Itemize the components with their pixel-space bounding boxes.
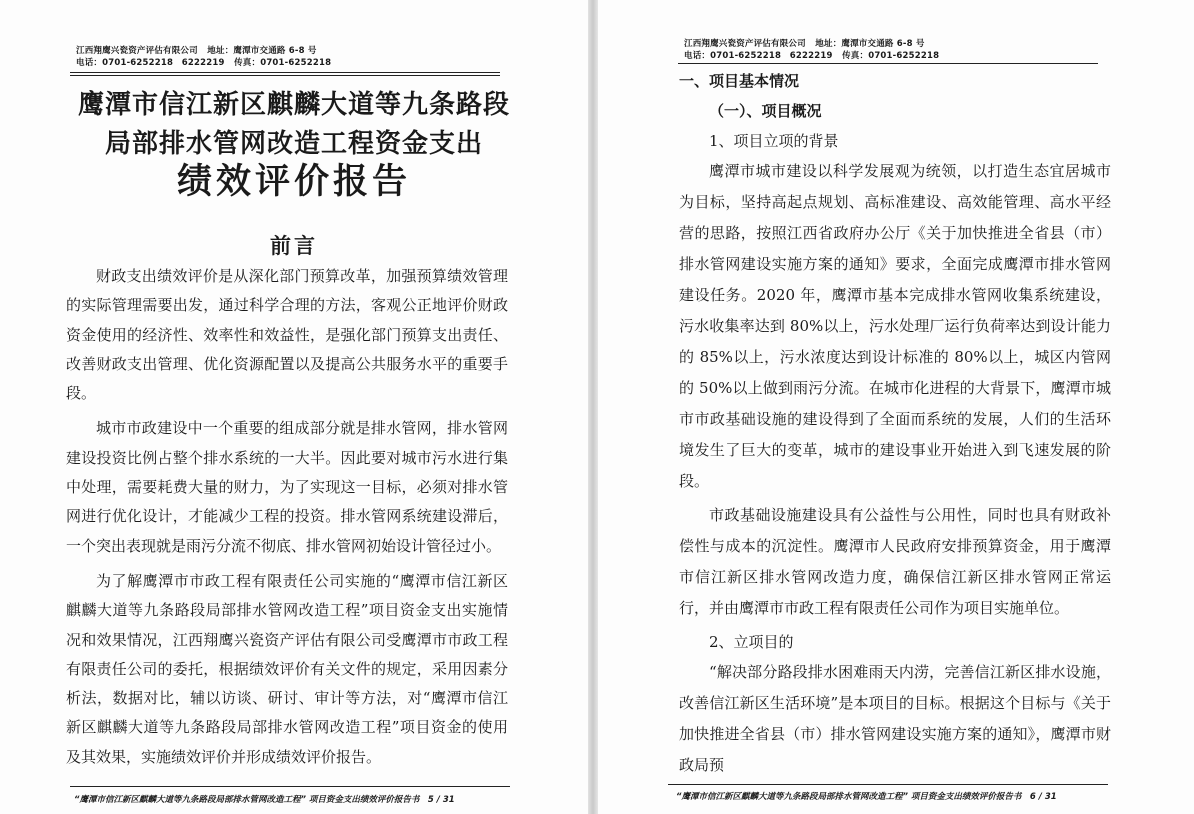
phone-value: 0701-6252218 6222219 (102, 58, 225, 68)
preface-paragraph: 财政支出绩效评价是从深化部门预算改革，加强预算绩效管理的实际管理需要出发，通过科学合理的方法，客观公正地评价财政资金使用的经济性、效率性和效益性，是强化部门预算支出责任、改善财政支出管理、优化资源配置以及提高公共服务水平的重要手段。 (66, 267, 508, 403)
preface-body (66, 262, 508, 778)
preface-heading: 前言 (270, 233, 318, 258)
purpose-paragraph: “解决部分路段排水困难雨天内涝，完善信江新区排水设施，改善信江新区生活环境”是本项目的目标。根据这个目标与《关于加快推进全省县（市）排水管网建设实施方案的通知》，鹰潭市财政局预 (679, 663, 1111, 774)
phone-label: 电话： (684, 51, 711, 61)
fax-label: 传真： (842, 51, 869, 61)
report-title-line2: 局部排水管网改造工程资金支出 (104, 129, 483, 159)
company-name: 江西翔鹰兴瓷资产评估有限公司 (76, 46, 198, 56)
heading-project-overview: （一）、项目概况 (709, 102, 822, 120)
heading-project-purpose: 2、立项目的 (709, 633, 794, 651)
header-rule (678, 63, 1098, 64)
company-name: 江西翔鹰兴瓷资产评估有限公司 (684, 39, 806, 49)
header-rule-thin (70, 75, 500, 76)
fax-value: 0701-6252218 (260, 58, 332, 68)
header-rule (70, 72, 500, 73)
footer-rule (668, 784, 1108, 785)
heading-project-background: 1、项目立项的背景 (709, 132, 839, 150)
footer-rule (70, 786, 510, 787)
book-gutter (588, 0, 598, 814)
report-title-line1: 鹰潭市信江新区麒麟大道等九条路段 (77, 90, 510, 120)
phone-value: 0701-6252218 6222219 (710, 51, 833, 61)
preface-paragraph: 城市市政建设中一个重要的组成部分就是排水管网，排水管网建设投资比例占整个排水系统的一大半。因此要对城市污水进行集中处理，需要耗费大量的财力，为了实现这一目标，必须对排水管网进行优化设计，才能减少工程的投资。排水管网系统建设滞后，一个突出表现就是雨污分流不彻底、排水管网初始设计管径过小。 (66, 419, 508, 555)
address-label: 地址： (207, 46, 234, 56)
public-welfare-paragraph: 市政基础设施建设具有公益性与公用性，同时也具有财政补偿性与成本的沉淀性。鹰潭市人民政府安排预算资金，用于鹰潭市信江新区排水管网改造力度，确保信江新区排水管网正常运行，并由鹰潭市市政工程有限责任公司作为项目实施单位。 (679, 506, 1111, 617)
background-paragraph: 鹰潭市城市建设以科学发展观为统领，以打造生态宜居城市为目标，坚持高起点规划、高标准建设、高效能管理、高水平经营的思路，按照江西省政府办公厅《关于加快推进全省县（市）排水管网建设实施方案的通知》要求，全面完成鹰潭市排水管网建设任务。2020 年，鹰潭市基本完成排水管网收集系统建设，污水收集率达到 80%以上，污水处理厂运行负荷率达到设计能力的 85%以上，污水浓度达到设计标准的 80%以上，城区内管网的 50%以上做到雨污分流。在城市化进程的大背景下，鹰潭市城市市政基础设施的建设得到了全面而系统的发展，人们的生活环境发生了巨大的变革，城市的建设事业开始进入到飞速发展的阶段。 (679, 162, 1111, 490)
page-footer: “鹰潭市信江新区麒麟大道等九条路段局部排水管网改造工程” 项目资金支出绩效评价报告书 5 / 31 (74, 795, 455, 805)
letterhead-line1 (76, 44, 317, 56)
phone-label: 电话： (76, 58, 103, 68)
address-value: 鹰潭市交通路 6-8 号 (233, 46, 317, 56)
report-title-line3: 绩效评价报告 (176, 161, 411, 202)
letterhead-line1 (684, 37, 925, 49)
heading-project-basics: 一、项目基本情况 (679, 72, 800, 90)
fax-value: 0701-6252218 (868, 51, 940, 61)
preface-paragraph: 为了解鹰潭市市政工程有限责任公司实施的“鹰潭市信江新区麒麟大道等九条路段局部排水管网改造工程”项目资金支出实施情况和效果情况，江西翔鹰兴瓷资产评估有限公司受鹰潭市市政工程有限责任公司的委托，根据绩效评价有关文件的规定，采用因素分析法，数据对比，辅以访谈、研讨、审计等方法，对“鹰潭市信江新区麒麟大道等九条路段局部排水管网改造工程”项目资金的使用及其效果，实施绩效评价并形成绩效评价报告。 (66, 571, 508, 766)
project-overview-body (679, 66, 1111, 784)
letterhead-line2 (684, 49, 939, 61)
page-footer: “鹰潭市信江新区麒麟大道等九条路段局部排水管网改造工程” 项目资金支出绩效评价报告书 6 / 31 (676, 792, 1057, 802)
fax-label: 传真： (234, 58, 261, 68)
address-label: 地址： (815, 39, 842, 49)
address-value: 鹰潭市交通路 6-8 号 (841, 39, 925, 49)
letterhead-line2 (76, 56, 331, 68)
